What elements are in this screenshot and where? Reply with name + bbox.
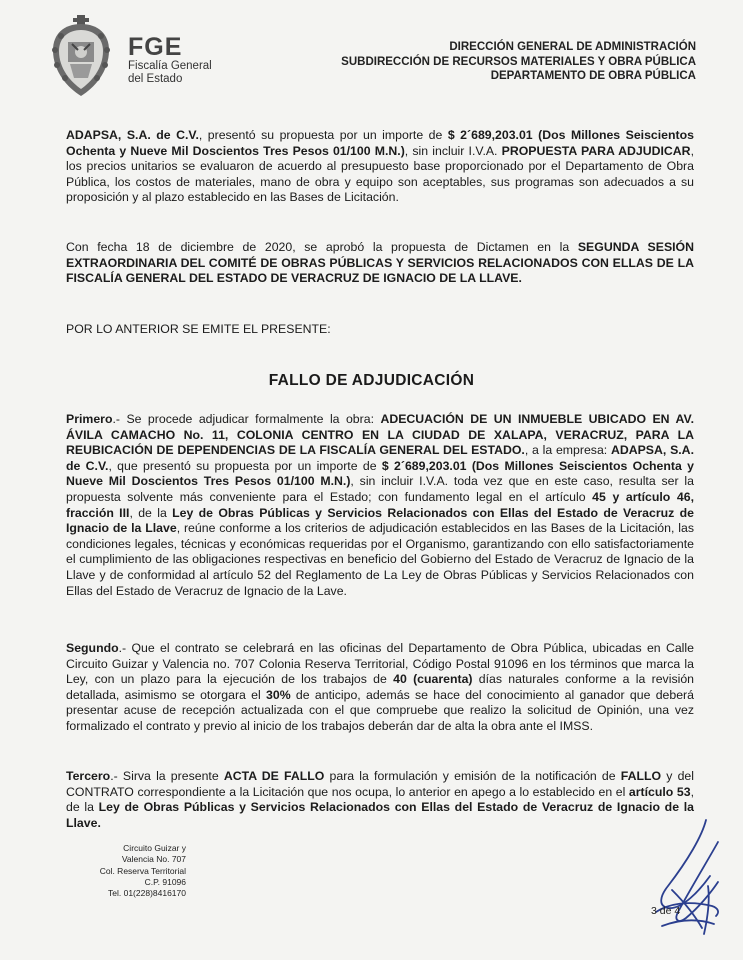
- paragraph-approval: [66, 240, 694, 287]
- text-run: , de la: [66, 784, 695, 815]
- work-description: ADECUACIÓN DE UN INMUEBLE UBICADO EN AV. ÁVILA CAMACHO No. 11, COLONIA CENTRO EN LA CIUDAD DE XALAPA, VERACRUZ, PARA LA REUBICACIÓN DE DEPENDENCIAS DE LA FISCALÍA GENERAL DEL ESTADO.: [66, 412, 695, 458]
- address-line: Circuito Guizar y: [123, 843, 186, 853]
- text-run: Con fecha 18 de diciembre de 2020, se aprobó la propuesta de Dictamen en la: [66, 240, 578, 254]
- text-run: , de la: [129, 505, 173, 520]
- law-name: Ley de Obras Públicas y Servicios Relacionados con Ellas del Estado de Veracruz de Ignacio de la Llave.: [66, 800, 694, 830]
- paragraph-proposal: [66, 128, 694, 206]
- text-run: días naturales conforme a la revisión detallada, asimismo se otorgara el: [66, 672, 694, 702]
- signature-icon: [648, 816, 728, 956]
- law-name: Ley de Obras Públicas y Servicios Relacionados con Ellas del Estado de Veracruz de Ignacio de la Llave: [66, 505, 694, 536]
- text-run: , presentó su propuesta por un importe de: [198, 128, 448, 142]
- address-line: Col. Reserva Territorial: [99, 865, 186, 876]
- committee-session: SEGUNDA SESIÓN EXTRAORDINARIA DEL COMITÉ DE OBRAS PÚBLICAS Y SERVICIOS RELACIONADOS CON ELLAS DE LA FISCALÍA GENERAL DEL ESTADO DE VERACRUZ DE IGNACIO DE LA LLAVE.: [66, 240, 695, 286]
- document-title: FALLO DE ADJUDICACIÓN: [268, 372, 475, 389]
- paragraph-first: [66, 412, 694, 599]
- text-run: , reúne conforme a los criterios de adjudicación establecidos en las Bases de la Licitación, las condiciones legales, técnicas y económicas requeridas por el Organismo, garantizando con ello satisfactoriamente el cumplimiento de las obligaciones respectivas en beneficio del Gobierno del Estado de Veracruz de Ignacio de la Llave y de conformidad al artículo 52 del Reglamento de La Ley de Obras Públicas y Servicios Relacionados con Ellas del Estado de Veracruz de Ignacio de la Lave.: [66, 521, 694, 598]
- institution-logo: [128, 34, 212, 86]
- text-run: , los precios unitarios se evaluaron de acuerdo al presupuesto base proporcionado por el Departamento de Obra Pública, los costos de materiales, mano de obra y equipo son aceptables, sus programas son adecuados a su proposición y al plazo establecido en las Bases de Licitación.: [66, 143, 694, 205]
- text-run: , sin incluir I.V.A. toda vez que en este caso, resulta ser la propuesta solvente más conveniente para el Estado; con fundamento legal en el artículo: [66, 474, 694, 504]
- amount: $ 2´689,203.01 (Dos Millones Seiscientos Ochenta y Nueve Mil Doscientos Tres Pesos 01/100 M.N.): [66, 128, 694, 158]
- company-name: ADAPSA, S.A. de C.V.: [66, 128, 199, 142]
- address-line: C.P. 91096: [144, 876, 186, 887]
- clause-label: Tercero: [66, 769, 111, 783]
- logo-acronym: FGE: [128, 33, 183, 61]
- fallo-label: FALLO: [620, 769, 662, 783]
- text-run: , a la empresa:: [524, 443, 611, 458]
- amount: $ 2´689,203.01 (Dos Millones Seiscientos Ochenta y Nueve Mil Doscientos Tres Pesos 01/100 M.N.): [66, 458, 694, 489]
- company-name: ADAPSA, S.A. de C.V.: [66, 443, 694, 473]
- logo-line-1: Fiscalía General: [128, 60, 212, 72]
- legal-articles: 45 y artículo 46, fracción III: [66, 489, 695, 520]
- paragraph-second: [66, 641, 694, 735]
- paragraph-third: [66, 769, 694, 831]
- dept-line: DIRECCIÓN GENERAL DE ADMINISTRACIÓN: [449, 41, 696, 53]
- text-run: , sin incluir I.V.A.: [404, 143, 502, 158]
- text-run: , que presentó su propuesta por un importe de: [108, 458, 382, 473]
- paragraph-emit: [66, 322, 694, 338]
- text-run: .- Se procede adjudicar formalmente la obra:: [112, 412, 381, 426]
- text-run: de anticipo, además se hace del conocimiento al ganador que deberá presentar acuse de recepción actualizada con el que compruebe que realizo la solicitud de Opinión, una vez formalizado el contrato y previo al inicio de los trabajos deberán dar de alta la obra ante el IMSS.: [66, 687, 694, 733]
- text-run: .- Que el contrato se celebrará en las oficinas del Departamento de Obra Pública, ubicadas en Calle Circuito Guizar y Valencia no. 707 Colonia Reserva Territorial, Código Postal 91096 en los términos que marca la Ley, con un plazo para la ejecución de los trabajos de: [66, 641, 694, 687]
- text-run: para la formulación y emisión de la notificación de: [324, 769, 621, 783]
- proposal-label: PROPUESTA PARA ADJUDICAR: [501, 143, 691, 158]
- address-line: Tel. 01(228)8416170: [108, 888, 186, 899]
- dept-line: DEPARTAMENTO DE OBRA PÚBLICA: [490, 70, 696, 82]
- department-header: [341, 40, 696, 84]
- text-run: y del CONTRATO correspondiente a la Licitación que nos ocupa, lo anterior en apego a lo establecido en el: [66, 769, 694, 799]
- dept-line: SUBDIRECCIÓN DE RECURSOS MATERIALES Y OBRA PÚBLICA: [341, 55, 696, 68]
- veracruz-coat-of-arms-icon: [48, 14, 114, 98]
- advance-percent: 30%: [266, 687, 291, 702]
- acta-label: ACTA DE FALLO: [223, 769, 325, 783]
- execution-days: 40 (cuarenta): [393, 672, 473, 687]
- text-run: .- Sirva la presente: [110, 769, 224, 783]
- article-ref: artículo 53: [628, 784, 691, 799]
- emit-statement: POR LO ANTERIOR SE EMITE EL PRESENTE:: [66, 322, 331, 336]
- clause-label: Primero: [66, 412, 113, 426]
- clause-label: Segundo: [66, 641, 119, 655]
- letterhead: [48, 14, 696, 98]
- logo-line-2: del Estado: [128, 73, 183, 85]
- address-line: Valencia No. 707: [121, 854, 186, 865]
- footer-address: [40, 843, 186, 899]
- page-number: 3 de 4: [651, 905, 681, 917]
